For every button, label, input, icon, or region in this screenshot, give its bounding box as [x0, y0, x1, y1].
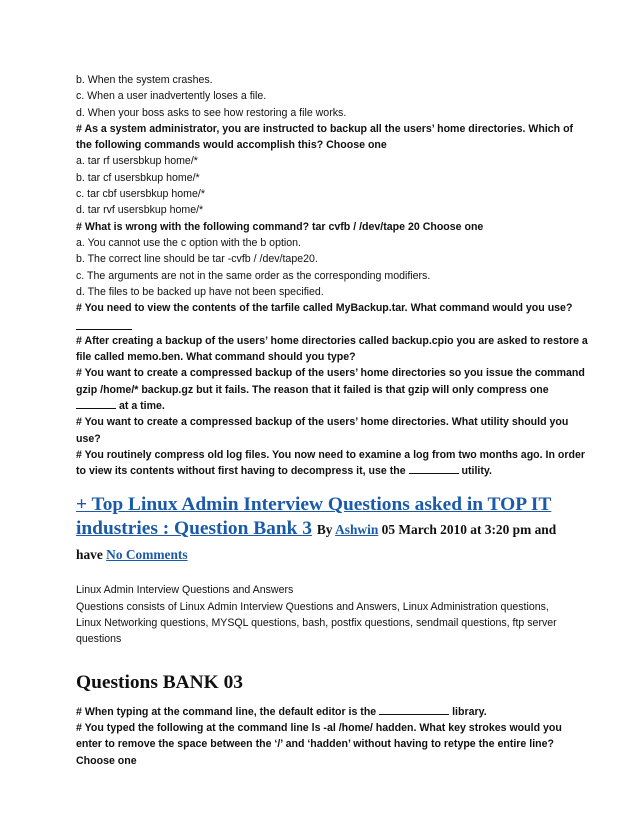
- answer-option: a. You cannot use the c option with the b option.: [76, 236, 301, 249]
- question-line: # You typed the following at the command line ls -al /home/ hadden. What key strokes would you: [76, 721, 562, 734]
- utility-after: utility.: [461, 465, 492, 478]
- question-line: use?: [76, 432, 101, 445]
- at-a-time-text: at a time.: [118, 399, 165, 412]
- intro-line: Questions consists of Linux Admin Interview Questions and Answers, Linux Administration questions, Linux Networking questions, MYSQL questions, bash, postfix questions, sendmail questions, ftp server questions: [76, 600, 557, 646]
- question-line: gzip /home/* backup.gz but it fails. The reason that it failed is that gzip will only compress one: [76, 383, 549, 396]
- text-line: b. When the system crashes.: [76, 74, 213, 86]
- post-date: 05 March 2010 at 3:20 pm and have: [76, 522, 557, 563]
- blank-underline: [409, 463, 459, 474]
- comments-link[interactable]: No Comments: [106, 547, 188, 563]
- question-line: # You need to view the contents of the tarfile called MyBackup.tar. What command would you use?: [76, 302, 573, 315]
- answer-blank: [76, 316, 576, 332]
- question-line: Choose one: [76, 754, 137, 767]
- section-title: Questions BANK 03: [76, 671, 243, 693]
- question-line: # After creating a backup of the users’ home directories called backup.cpio you are asked to restore a: [76, 334, 588, 347]
- question-block-1: [76, 72, 588, 479]
- answer-option: d. tar rvf usersbkup home/*: [76, 204, 204, 217]
- question-line: [76, 463, 576, 479]
- author-link[interactable]: Ashwin: [335, 522, 379, 538]
- answer-option: b. tar cf usersbkup home/*: [76, 171, 200, 184]
- question-line: the following commands would accomplish this? Choose one: [76, 139, 387, 152]
- post-heading: [76, 493, 576, 567]
- q1-before: # When typing at the command line, the default editor is the: [76, 705, 377, 718]
- question-line: # You want to create a compressed backup of the users’ home directories. What utility should you: [76, 416, 569, 429]
- q1-after: library.: [452, 705, 487, 718]
- question-line: enter to remove the space between the ‘/’ and ‘hadden’ without having to retype the entire line?: [76, 738, 554, 751]
- question-line: # You routinely compress old log files. You now need to examine a log from two months ago. In order: [76, 448, 585, 461]
- post-title-link[interactable]: + Top Linux Admin Interview Questions asked in TOP IT industries : Question Bank 3: [76, 494, 552, 540]
- intro-paragraph: [76, 582, 576, 647]
- question-line: [76, 398, 576, 414]
- question-line: file called memo.ben. What command should you type?: [76, 351, 356, 364]
- text-line: d. When your boss asks to see how restoring a file works.: [76, 106, 347, 119]
- answer-option: a. tar rf usersbkup home/*: [76, 155, 198, 168]
- answer-option: c. The arguments are not in the same order as the corresponding modifiers.: [76, 269, 431, 282]
- answer-option: d. The files to be backed up have not been specified.: [76, 285, 324, 298]
- byline-by: By: [316, 522, 333, 538]
- utility-before: to view its contents without first having to decompress it, use the: [76, 465, 406, 478]
- text-line: c. When a user inadvertently loses a file.: [76, 90, 267, 103]
- answer-option: c. tar cbf usersbkup home/*: [76, 188, 205, 201]
- intro-line: Linux Admin Interview Questions and Answers: [76, 584, 294, 597]
- question-line: [76, 704, 576, 720]
- question-line: # What is wrong with the following command? tar cvfb / /dev/tape 20 Choose one: [76, 220, 484, 233]
- document-page: [76, 72, 588, 769]
- blank-underline: [76, 398, 116, 409]
- question-line: # You want to create a compressed backup of the users’ home directories so you issue the command: [76, 367, 585, 380]
- question-block-2: [76, 704, 576, 769]
- blank-underline: [76, 329, 132, 330]
- question-line: # As a system administrator, you are instructed to backup all the users’ home directories. Which of: [76, 122, 574, 135]
- blank-underline: [379, 704, 449, 715]
- answer-option: b. The correct line should be tar -cvfb / /dev/tape20.: [76, 253, 318, 266]
